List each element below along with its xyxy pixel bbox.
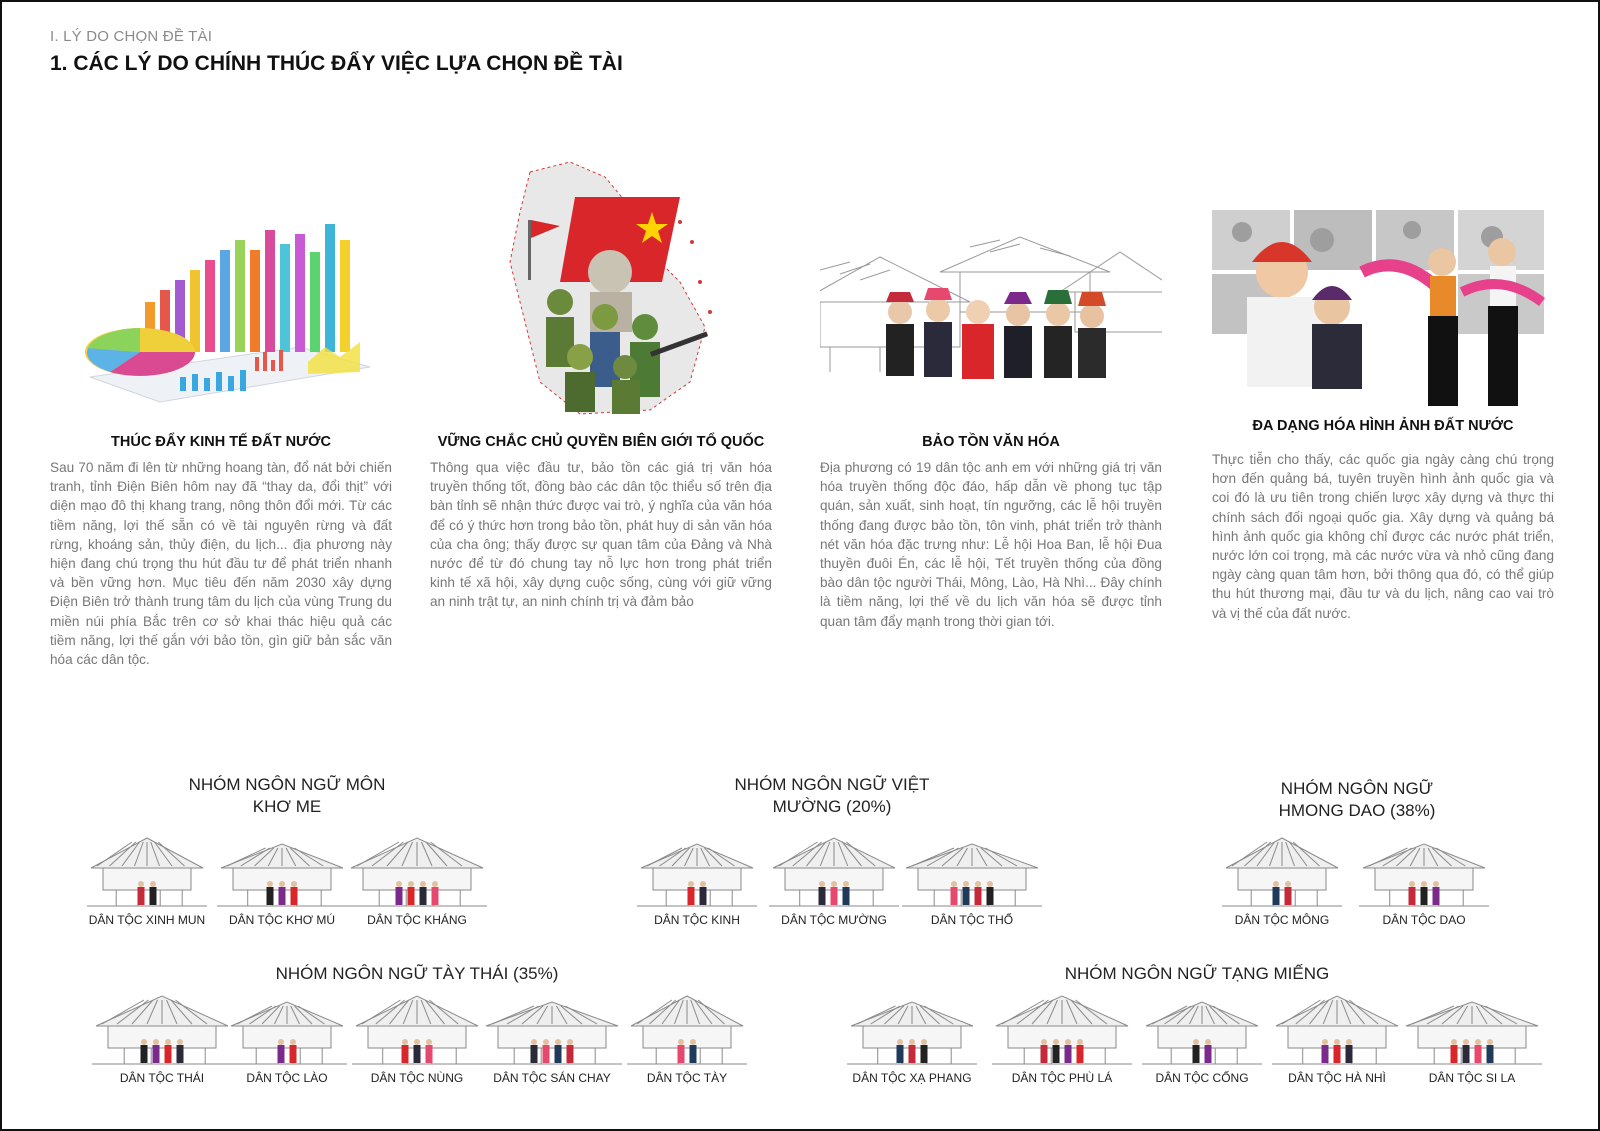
ethnic-item: DÂN TỘC SI LA [1397,990,1547,1085]
reason-body: Thực tiễn cho thấy, các quốc gia ngày càng chú trọng hơn đến quảng bá, tuyên truyền hình ảnh quốc gia và coi đó là ưu tiên trong chiến lược xây dựng và thực thi chính sách đối ngoại quốc gia. Xây dựng và quảng bá hình ảnh quốc gia không chỉ được các nước phát triển, nước lớn coi trọng, mà các nước vừa và nhỏ cũng đang ngày càng quan tâm hơn, bởi thông qua đó, có thể giúp thu hút thương mại, đầu tư và du lịch, nâng cao vai trò và vị thế của đất nước. [1212,452,1554,621]
reason-sovereignty [430,152,772,610]
ethnic-item: DÂN TỘC THÁI [87,990,237,1085]
group-title-tay-thai: NHÓM NGÔN NGỮ TÀY THÁI (35%) [275,964,559,983]
section-label: I. LÝ DO CHỌN ĐỀ TÀI [50,28,213,45]
ethnic-item: DÂN TỘC PHÙ LÁ [987,990,1137,1085]
reason-body: Sau 70 năm đi lên từ những hoang tàn, đổ nát bởi chiến tranh, tỉnh Điện Biên hôm nay đã “thay da, đổi thịt” với diện mạo đô thị khang trang, nông thôn đổi mới. Từ các tiềm năng, lợi thế sẵn có về tài nguyên rừng và đất rừng, khoáng sản, thủy điện, du lịch... địa phương này hiện đang chú trọng thu hút đầu tư để phát triển nhanh và bền vững hơn. Mục tiêu đến năm 2030 xây dựng Điện Biên trở thành trung tâm du lịch của vùng Trung du miền núi phía Bắc trên cơ sở khai thác hiệu quả các tiềm năng, lợi thế gắn với bảo tồn, gìn giữ bản sắc văn hóa các dân tộc. [50,460,392,668]
ethnic-women-illustration [820,152,1162,422]
reason-title: ĐA DẠNG HÓA HÌNH ẢNH ĐẤT NƯỚC [1252,418,1514,434]
ethnic-item: DÂN TỘC MÔNG [1207,832,1357,927]
reason-body: Thông qua việc đầu tư, bảo tồn các giá trị văn hóa truyền thống tốt, đồng bào các dân tộc thiểu số trên địa bàn tỉnh sẽ nhận thức được vai trò, ý nghĩa của văn hóa để có ý thức hơn trong bảo tồn, phát huy di sản văn hóa của cha ông; thấy được sự quan tâm của Đảng và Nhà nước để từ đó chung tay nỗ lực hơn trong phát triển kinh tế xã hội, xây dựng cuộc sống, cùng với giữ vững an ninh trật tự, an ninh chính trị và đảm bảo [430,460,772,610]
ethnic-item: DÂN TỘC XẠ PHANG [837,990,987,1085]
group-title-tang-mieng: NHÓM NGÔN NGỮ TẠNG MIẾNG [1064,964,1330,983]
ethnic-item: DÂN TỘC MƯỜNG [759,832,909,927]
festival-photo-collage [1212,152,1554,422]
ethnic-item: DÂN TỘC THỔ [897,832,1047,927]
ethnic-item: DÂN TỘC XINH MUN [72,832,222,927]
reason-title: VỮNG CHẮC CHỦ QUYỀN BIÊN GIỚI TỔ QUỐC [437,434,765,450]
reason-body: Địa phương có 19 dân tộc anh em với những giá trị văn hóa truyền thống độc đáo, hấp dẫn về phong tục tập quán, sản xuất, sinh hoạt, tín ngưỡng, các lễ hội truyền thống đang được bảo tồn, tôn vinh, phát triển trở thành nét văn hóa đặc trưng như: Lễ hội Hoa Ban, lễ hội Đua thuyền đuôi Én, các lễ hội, Tết truyền thống của đồng bào dân tộc người Thái, Mông, Lào, Hà Nhì... Đây chính là tiềm năng, lợi thế về du lịch văn hóa sẽ được tỉnh quan tâm đẩy mạnh trong thời gian tới. [820,460,1162,629]
reason-title: THÚC ĐẨY KINH TẾ ĐẤT NƯỚC [111,434,331,450]
ethnic-item: DÂN TỘC HÀ NHÌ [1262,990,1412,1085]
ethnic-item: DÂN TỘC TÀY [612,990,762,1085]
group-title-viet-muong: NHÓM NGÔN NGỮ VIỆT MƯỜNG (20%) [734,775,930,816]
reason-title: BẢO TỒN VĂN HÓA [922,434,1060,450]
ethnic-item: DÂN TỘC DAO [1349,832,1499,927]
ethnic-item: DÂN TỘC CỐNG [1127,990,1277,1085]
ethnic-item: DÂN TỘC KHƠ MÚ [207,832,357,927]
reason-economy [50,152,392,668]
ethnic-item: DÂN TỘC NÙNG [342,990,492,1085]
propaganda-poster-illustration [430,152,772,422]
ethnic-item: DÂN TỘC KINH [622,832,772,927]
group-title-mon-khome: NHÓM NGÔN NGỮ MÔN KHƠ ME [188,775,386,816]
chart-illustration [50,152,392,422]
reason-national-image [1212,152,1554,621]
ethnic-item: DÂN TỘC LÀO [212,990,362,1085]
ethnic-item: DÂN TỘC KHÁNG [342,832,492,927]
page-title: 1. CÁC LÝ DO CHÍNH THÚC ĐẨY VIỆC LỰA CHỌN ĐỀ TÀI [50,52,623,75]
reason-culture [820,152,1162,629]
group-title-hmong-dao: NHÓM NGÔN NGỮ HMONG DAO (38%) [1278,779,1436,820]
ethnic-item: DÂN TỘC SÁN CHAY [477,990,627,1085]
